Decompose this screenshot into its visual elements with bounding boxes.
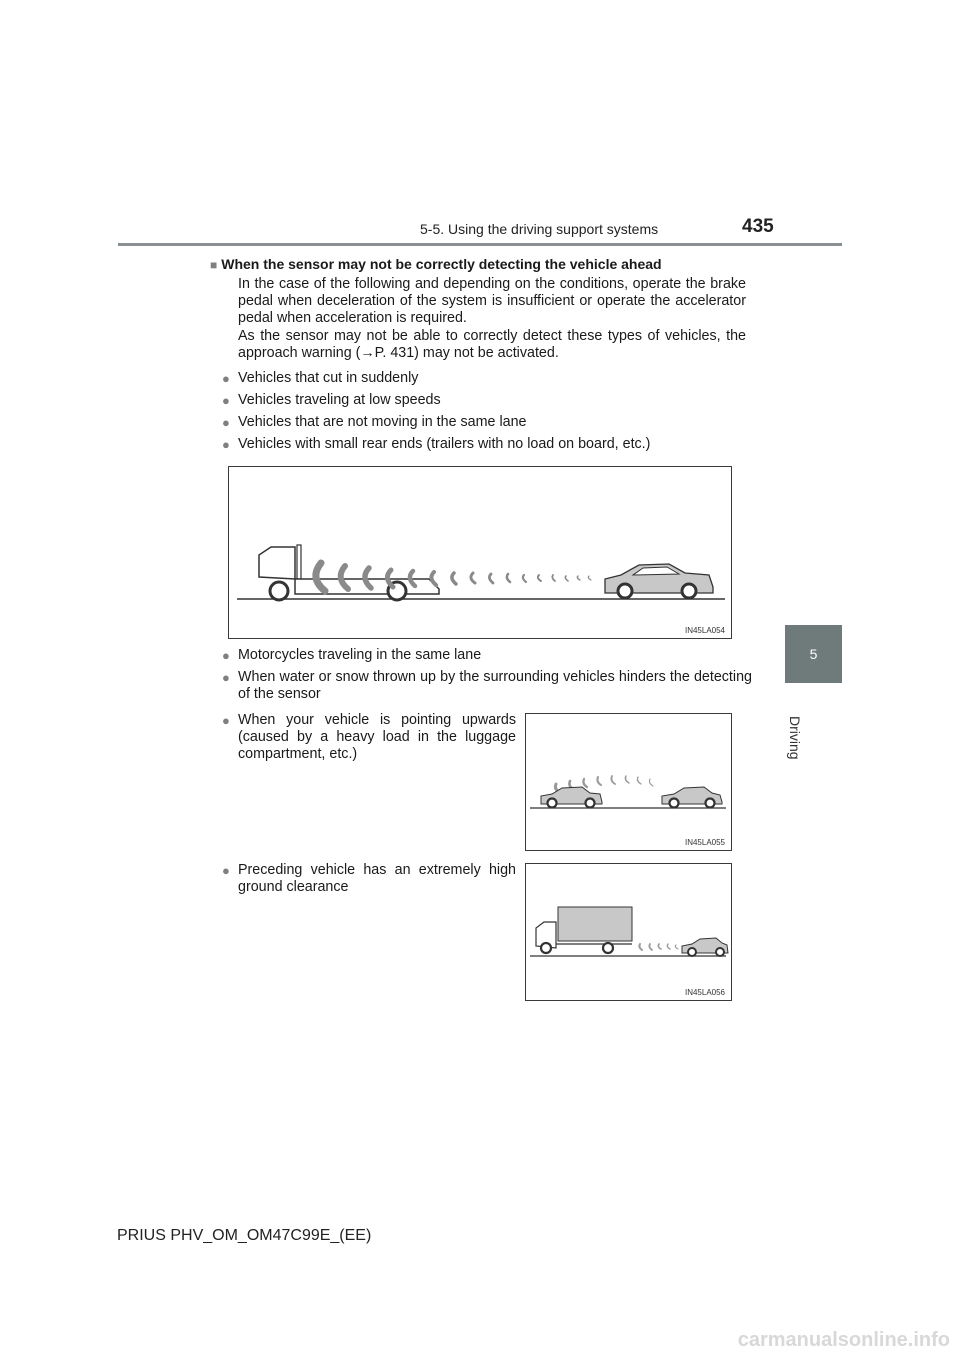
bullet-dot-icon: ●: [222, 415, 230, 430]
figure-trailer: [228, 466, 732, 639]
bullet-item: [222, 414, 752, 431]
bullet-text: Motorcycles traveling in the same lane: [238, 647, 482, 663]
bullet-dot-icon: ●: [222, 863, 230, 878]
bullet-item: [222, 862, 516, 896]
bullet-text: Vehicles that cut in suddenly: [238, 370, 419, 386]
trailer-illustration: [229, 467, 731, 638]
bullet-item: [222, 669, 752, 703]
section-heading: [210, 256, 662, 272]
bullet-text: When your vehicle is pointing upwards (caused by a heavy load in the luggage compartment, etc.): [238, 712, 516, 763]
figure-high-clearance: [525, 863, 732, 1001]
intro-line-1: In the case of the following and depending on the conditions, operate the brake pedal when deceleration of the system is insufficient or operate the accelerator pedal when acceleration is required.: [238, 276, 746, 327]
chapter-tab: [785, 625, 842, 683]
bullet-dot-icon: ●: [222, 393, 230, 408]
bullet-item: [222, 392, 752, 409]
square-bullet-icon: ■: [210, 258, 218, 272]
bullet-dot-icon: ●: [222, 371, 230, 386]
figure-code: IN45LA055: [684, 838, 725, 847]
pointing-upwards-illustration: [526, 714, 731, 850]
header-section-title: 5-5. Using the driving support systems: [420, 221, 659, 237]
bullet-text: Vehicles with small rear ends (trailers with no load on board, etc.): [238, 436, 651, 452]
figure-code: IN45LA054: [684, 626, 725, 635]
bullet-item: [222, 436, 752, 453]
intro-line-2: As the sensor may not be able to correctly detect these types of vehicles, the approach warning (→P. 431) may not be activated.: [238, 327, 746, 361]
bullet-item: [222, 370, 752, 387]
header-rule: [118, 243, 842, 246]
section-heading-text: When the sensor may not be correctly detecting the vehicle ahead: [221, 256, 662, 272]
chapter-number: 5: [809, 646, 818, 662]
bullet-dot-icon: ●: [222, 713, 230, 728]
footer-doc-id: PRIUS PHV_OM_OM47C99E_(EE): [117, 1227, 372, 1244]
watermark: carmanualsonline.info: [737, 1329, 950, 1351]
bullet-dot-icon: ●: [222, 670, 230, 685]
figure-code: IN45LA056: [684, 988, 725, 997]
bullet-text: Preceding vehicle has an extremely high ground clearance: [238, 862, 516, 896]
bullet-item: [222, 712, 516, 764]
bullet-text: Vehicles that are not moving in the same lane: [238, 414, 527, 430]
bullet-dot-icon: ●: [222, 648, 230, 663]
bullet-text: Vehicles traveling at low speeds: [238, 392, 441, 408]
figure-pointing-upwards: [525, 713, 732, 851]
page-number: 435: [742, 216, 774, 237]
high-clearance-illustration: [526, 864, 731, 1000]
bullet-text: When water or snow thrown up by the surrounding vehicles hinders the detecting of the sensor: [238, 669, 752, 703]
intro-paragraph: [238, 276, 746, 362]
bullet-dot-icon: ●: [222, 437, 230, 452]
chapter-side-label: Driving: [787, 716, 803, 760]
bullet-item: [222, 647, 752, 664]
